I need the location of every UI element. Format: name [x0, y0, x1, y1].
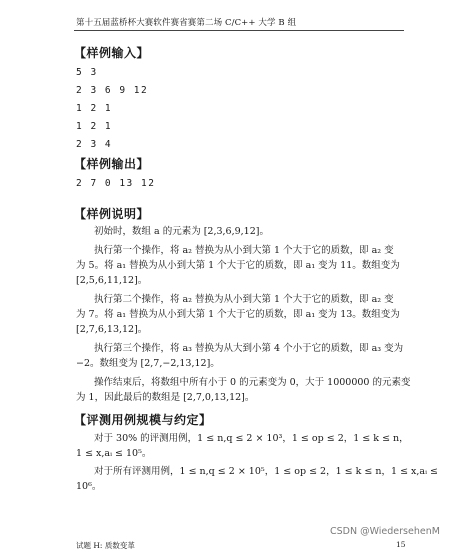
sample-input-line: 2 3 4	[76, 139, 113, 150]
sample-input-heading: 【样例输入】	[74, 46, 150, 60]
text-line: 1 ≤ x,aᵢ ≤ 10⁵。	[76, 448, 152, 459]
text-line: [2,5,6,11,12]。	[76, 275, 148, 286]
text-line: 对于 30% 的评测用例，1 ≤ n,q ≤ 2 × 10³，1 ≤ op ≤ 2，1 ≤ k ≤ n，	[94, 433, 409, 444]
sample-output-heading: 【样例输出】	[74, 157, 150, 171]
text-line: 为 7。将 a₁ 替换为从小到大第 1 个大于它的质数，即 a₁ 变为 13。数组变为	[76, 309, 400, 320]
explanation-paragraph	[76, 243, 406, 288]
text-line: 为 5。将 a₁ 替换为从小到大第 1 个大于它的质数，即 a₁ 变为 11。数组变为	[76, 260, 400, 271]
text-line: 为 1，因此最后的数组是 [2,7,0,13,12]。	[76, 392, 255, 403]
explanation-paragraph	[76, 292, 406, 337]
text-line: 初始时，数组 a 的元素为 [2,3,6,9,12]。	[94, 226, 269, 237]
sample-input-line: 5 3	[76, 67, 98, 78]
constraints-heading: 【评测用例规模与约定】	[74, 413, 212, 427]
sample-input-line: 1 2 1	[76, 121, 113, 132]
sample-input-line: 2 3 6 9 12	[76, 85, 149, 96]
footer-problem-title: 试题 H: 质数变革	[76, 541, 135, 550]
page-header: 第十五届蓝桥杯大赛软件赛省赛第二场 C/C++ 大学 B 组	[76, 18, 297, 28]
text-line: 对于所有评测用例，1 ≤ n,q ≤ 2 × 10⁵，1 ≤ op ≤ 2，1 ≤ k ≤ n，1 ≤ x,aᵢ ≤	[94, 466, 438, 477]
constraints-paragraph	[76, 431, 409, 461]
text-line: −2。数组变为 [2,7,−2,13,12]。	[76, 358, 220, 369]
page-number: 15	[396, 540, 406, 549]
text-line: 执行第二个操作，将 a₂ 替换为从小到大第 1 个大于它的质数，即 a₂ 变	[94, 294, 394, 305]
watermark-text: CSDN @WiedersehenM	[330, 526, 440, 537]
text-line: 操作结束后，将数组中所有小于 0 的元素变为 0，大于 1000000 的元素变	[94, 377, 411, 388]
sample-explanation-heading: 【样例说明】	[74, 207, 150, 221]
sample-output-line: 2 7 0 13 12	[76, 178, 156, 189]
text-line: 执行第一个操作，将 a₂ 替换为从小到大第 1 个大于它的质数，即 a₂ 变	[94, 245, 394, 256]
explanation-paragraph	[76, 341, 406, 371]
explanation-paragraph	[76, 375, 411, 405]
text-line: [2,7,6,13,12]。	[76, 324, 148, 335]
text-line: 执行第三个操作，将 a₃ 替换为从大到小第 4 个小于它的质数，即 a₃ 变为	[94, 343, 404, 354]
header-rule	[74, 30, 404, 31]
text-line: 10⁶。	[76, 481, 102, 492]
sample-input-line: 1 2 1	[76, 103, 113, 114]
constraints-paragraph	[76, 464, 438, 494]
explanation-paragraph	[76, 224, 406, 239]
